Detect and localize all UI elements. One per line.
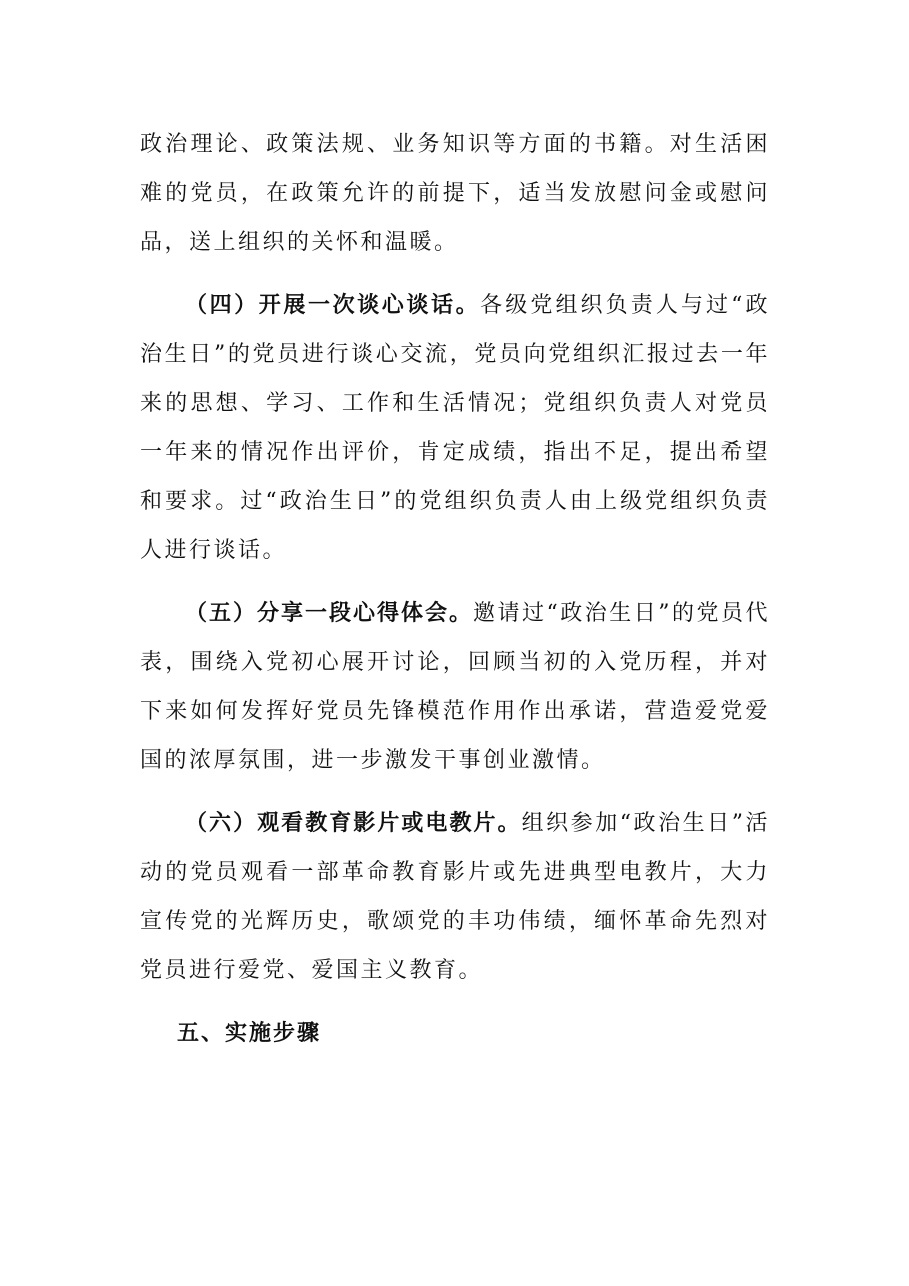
- paragraph-continuation: [140, 120, 770, 267]
- paragraph-watch-film: [140, 799, 770, 995]
- paragraph-text: 组织参加“政治生日”活动的党员观看一部革命教育影片或先进典型电教片，大力宣传党的光辉历史，歌颂党的丰功伟绩，缅怀革命先烈对党员进行爱党、爱国主义教育。: [140, 811, 770, 983]
- paragraph-text: 邀请过“政治生日”的党员代表，围绕入党初心展开讨论，回顾当初的入党历程，并对下来如何发挥好党员先锋模范作用作出承诺，营造爱党爱国的浓厚氛围，进一步激发干事创业激情。: [140, 601, 771, 773]
- paragraph-heart-to-heart-talk: [140, 281, 770, 575]
- document-body: [140, 120, 770, 1058]
- paragraph-text: 各级党组织负责人与过“政治生日”的党员进行谈心交流，党员向党组织汇报过去一年来的思想、学习、工作和生活情况；党组织负责人对党员一年来的情况作出评价，肯定成绩，指出不足，提出希望和要求。过“政治生日”的党组织负责人由上级党组织负责人进行谈话。: [140, 293, 770, 563]
- paragraph-lead: （五）分享一段心得体会。: [185, 601, 474, 626]
- paragraph-share-experience: [140, 589, 770, 785]
- paragraph-lead: （四）开展一次谈心谈话。: [185, 293, 481, 318]
- paragraph-lead: （六）观看教育影片或电教片。: [185, 811, 522, 836]
- paragraph-text: 政治理论、政策法规、业务知识等方面的书籍。对生活困难的党员，在政策允许的前提下，适当发放慰问金或慰问品，送上组织的关怀和温暖。: [140, 132, 770, 255]
- section-heading: 五、实施步骤: [177, 1021, 322, 1046]
